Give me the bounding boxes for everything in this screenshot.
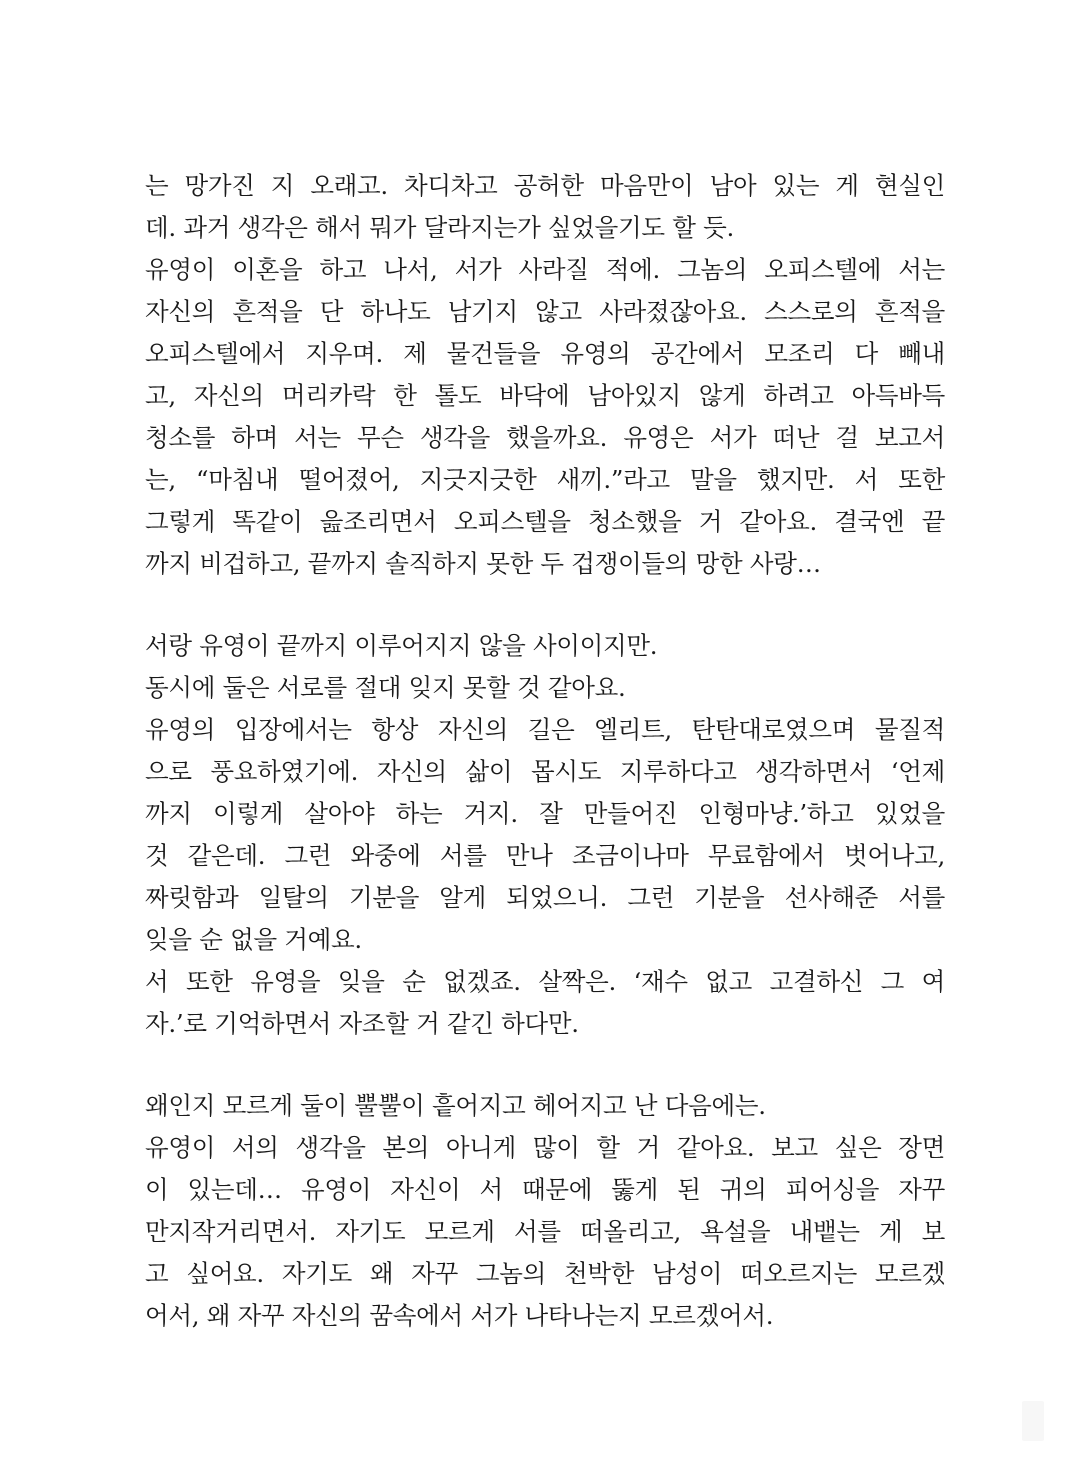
paragraph-gap	[145, 585, 945, 625]
text-line: 어서, 왜 자꾸 자신의 꿈속에서 서가 나타나는지 모르겠어서.	[145, 1301, 774, 1330]
text-line: 만지작거리면서. 자기도 모르게 서를 떠올리고, 욕설을 내뱉는 게 보	[145, 1217, 945, 1246]
text-line: 자.’로 기억하면서 자조할 거 같긴 하다만.	[145, 1009, 579, 1038]
text-line: 짜릿함과 일탈의 기분을 알게 되었으니. 그런 기분을 선사해준 서를	[145, 883, 945, 912]
text-line: 자신의 흔적을 단 하나도 남기지 않고 사라졌잖아요. 스스로의 흔적을	[145, 297, 945, 326]
text-line: 으로 풍요하였기에. 자신의 삶이 몹시도 지루하다고 생각하면서 ‘언제	[145, 757, 945, 786]
text-line: 서 또한 유영을 잊을 순 없겠죠. 살짝은. ‘재수 없고 고결하신 그 여	[145, 967, 945, 996]
text-line: 고, 자신의 머리카락 한 톨도 바닥에 남아있지 않게 하려고 아득바득	[145, 381, 945, 410]
paragraph-gap	[145, 1045, 945, 1085]
text-line: 고 싶어요. 자기도 왜 자꾸 그놈의 천박한 남성이 떠오르지는 모르겠	[145, 1259, 945, 1288]
text-line: 청소를 하며 서는 무슨 생각을 했을까요. 유영은 서가 떠난 걸 보고서	[145, 423, 945, 452]
text-line: 는 망가진 지 오래고. 차디차고 공허한 마음만이 남아 있는 게 현실인	[145, 171, 945, 200]
text-line: 것 같은데. 그런 와중에 서를 만나 조금이나마 무료함에서 벗어나고,	[145, 841, 945, 870]
document-body	[145, 165, 945, 1337]
text-line: 는, “마침내 떨어졌어, 지긋지긋한 새끼.”라고 말을 했지만. 서 또한	[145, 465, 945, 494]
text-line: 유영이 이혼을 하고 나서, 서가 사라질 적에. 그놈의 오피스텔에 서는	[145, 255, 945, 284]
text-line: 데. 과거 생각은 해서 뭐가 달라지는가 싶었을기도 할 듯.	[145, 213, 734, 242]
text-line: 이 있는데… 유영이 자신이 서 때문에 뚫게 된 귀의 피어싱을 자꾸	[145, 1175, 945, 1204]
paragraph-1	[145, 165, 945, 585]
text-line: 그렇게 똑같이 읊조리면서 오피스텔을 청소했을 거 같아요. 결국엔 끝	[145, 507, 945, 536]
text-line: 서랑 유영이 끝까지 이루어지지 않을 사이이지만.	[145, 631, 658, 660]
text-line: 유영이 서의 생각을 본의 아니게 많이 할 거 같아요. 보고 싶은 장면	[145, 1133, 945, 1162]
page-corner-shade	[1022, 1401, 1044, 1441]
paragraph-2	[145, 625, 945, 1045]
text-line: 까지 이렇게 살아야 하는 거지. 잘 만들어진 인형마냥.’하고 있었을	[145, 799, 945, 828]
text-line: 오피스텔에서 지우며. 제 물건들을 유영의 공간에서 모조리 다 빼내	[145, 339, 945, 368]
text-line: 왜인지 모르게 둘이 뿔뿔이 흩어지고 헤어지고 난 다음에는.	[145, 1091, 766, 1120]
text-line: 동시에 둘은 서로를 절대 잊지 못할 것 같아요.	[145, 673, 626, 702]
text-line: 잊을 순 없을 거예요.	[145, 925, 362, 954]
text-line: 유영의 입장에서는 항상 자신의 길은 엘리트, 탄탄대로였으며 물질적	[145, 715, 945, 744]
paragraph-3	[145, 1085, 945, 1337]
text-line: 까지 비겁하고, 끝까지 솔직하지 못한 두 겁쟁이들의 망한 사랑…	[145, 549, 821, 578]
